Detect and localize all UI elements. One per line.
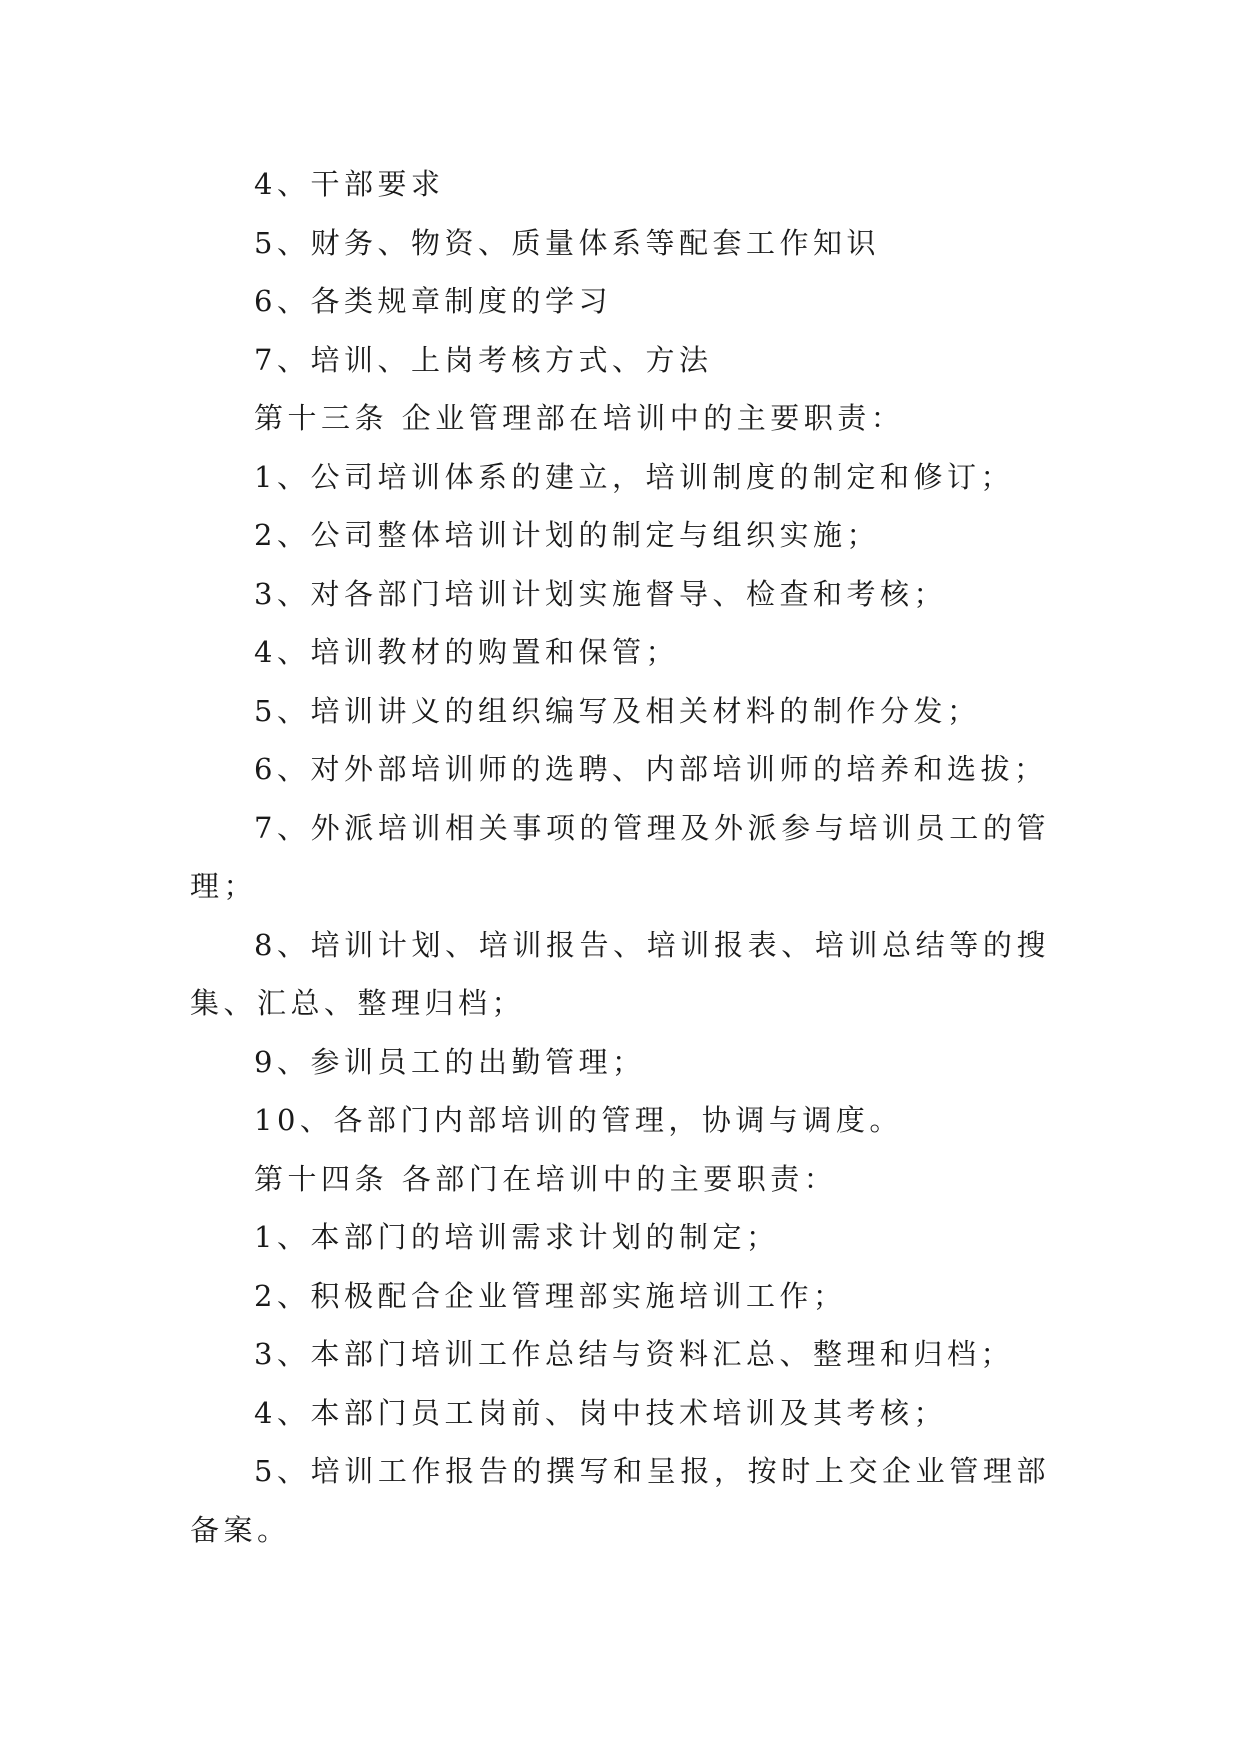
- list-item: 2、积极配合企业管理部实施培训工作；: [254, 1278, 847, 1313]
- list-item: 2、公司整体培训计划的制定与组织实施；: [254, 518, 880, 552]
- list-item: 5、培训工作报告的撰写和呈报，按时上交企业管理部备案。: [190, 1454, 1050, 1547]
- list-item: 5、培训讲义的组织编写及相关材料的制作分发；: [254, 693, 981, 728]
- list-item: 1、公司培训体系的建立，培训制度的制定和修订；: [254, 459, 1014, 494]
- article-heading: 第十三条 企业管理部在培训中的主要职责：: [254, 401, 905, 435]
- list-item: 1、本部门的培训需求计划的制定；: [254, 1220, 780, 1254]
- list-item: 5、财务、物资、质量体系等配套工作知识: [254, 225, 880, 260]
- list-item: 6、对外部培训师的选聘、内部培训师的培养和选拔；: [254, 752, 1048, 786]
- list-item: 6、各类规章制度的学习: [254, 284, 612, 318]
- list-item: 8、培训计划、培训报告、培训报表、培训总结等的搜集、汇总、整理归档；: [190, 927, 1050, 1020]
- list-item: 3、对各部门培训计划实施督导、检查和考核；: [254, 576, 947, 611]
- list-item: 3、本部门培训工作总结与资料汇总、整理和归档；: [254, 1337, 1014, 1371]
- list-item: 4、干部要求: [254, 167, 445, 201]
- list-item: 4、培训教材的购置和保管；: [254, 635, 679, 669]
- list-item: 10、各部门内部培训的管理，协调与调度。: [254, 1103, 903, 1137]
- document-page: [190, 155, 1050, 1559]
- list-item: 4、本部门员工岗前、岗中技术培训及其考核；: [254, 1395, 947, 1430]
- list-item: 7、培训、上岗考核方式、方法: [254, 342, 713, 377]
- article-heading: 第十四条 各部门在培训中的主要职责：: [254, 1161, 838, 1196]
- list-item: 9、参训员工的出勤管理；: [254, 1044, 646, 1079]
- list-item: 7、外派培训相关事项的管理及外派参与培训员工的管理；: [190, 810, 1050, 903]
